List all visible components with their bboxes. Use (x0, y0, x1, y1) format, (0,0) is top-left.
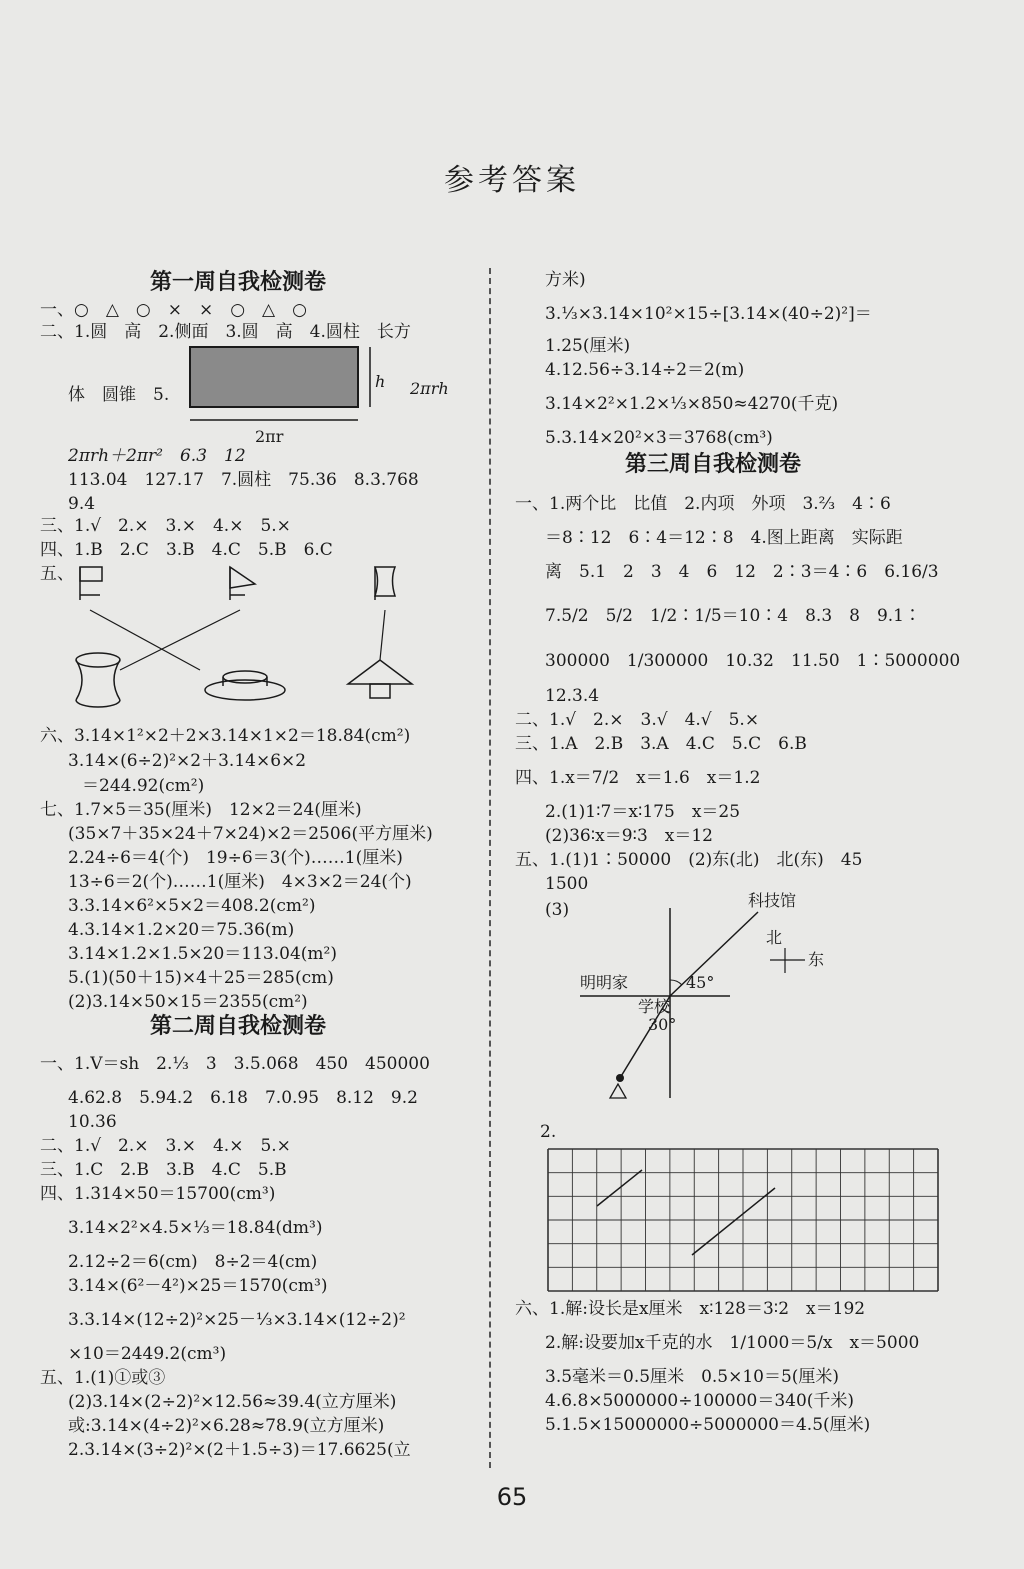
answer-line: ×10＝2449.2(cm³) (68, 1344, 227, 1364)
answer-line: 300000 1/300000 10.32 11.50 1∶5000000 (545, 651, 961, 671)
answer-line: 1500 (545, 874, 589, 894)
answer-line: 一、1.两个比 比值 2.内项 外项 3.⅔ 4∶6 (515, 494, 891, 514)
answer-line: 五、 (40, 564, 74, 584)
answer-line: 3.14×(6²－4²)×25＝1570(cm³) (68, 1276, 328, 1296)
answer-line: ＝8∶12 6∶4＝12∶8 4.图上距离 实际距 (545, 528, 903, 548)
answer-line: 四、1.x＝7/2 x＝1.6 x＝1.2 (515, 768, 761, 788)
cylinder-net-figure (180, 342, 470, 447)
answer-line: 2.12÷2＝6(cm) 8÷2＝4(cm) (68, 1252, 318, 1272)
answer-line: 三、1.C 2.B 3.B 4.C 5.B (40, 1160, 287, 1180)
height-label: h (375, 372, 386, 391)
north-label: 北 (766, 928, 783, 947)
answer-line: 三、1.A 2.B 3.A 4.C 5.C 6.B (515, 734, 807, 754)
angle-30-label: 30° (648, 1015, 677, 1034)
answer-line: 五、1.(1)1∶50000 (2)东(北) 北(东) 45 (515, 850, 863, 870)
grid-figure (547, 1148, 939, 1292)
short-segment (597, 1170, 642, 1206)
answer-line: (3) (545, 900, 570, 920)
answer-line: 一、1.V＝sh 2.⅓ 3 3.5.068 450 450000 (40, 1054, 430, 1074)
answer-line: 3.3.14×6²×5×2＝408.2(cm²) (68, 896, 316, 916)
answer-line: 13÷6＝2(个)……1(厘米) 4×3×2＝24(个) (68, 872, 412, 892)
answer-line: 2.(1)1∶7＝x∶175 x＝25 (545, 802, 741, 822)
width-label: 2πr (255, 427, 284, 446)
answer-line: 5.1.5×15000000÷5000000＝4.5(厘米) (545, 1415, 871, 1435)
answer-line: 2.3.14×(3÷2)²×(2＋1.5÷3)＝17.6625(立 (68, 1440, 411, 1460)
answer-line: 12.3.4 (545, 686, 600, 706)
area-label: 2πrh (410, 379, 449, 398)
answer-line: 3.3.14×(12÷2)²×25－⅓×3.14×(12÷2)² (68, 1310, 406, 1330)
answer-line: 2πrh＋2πr² 6.3 12 (68, 446, 246, 466)
side-rectangle (190, 347, 358, 407)
answer-line: 113.04 127.17 7.圆柱 75.36 8.3.768 (68, 470, 419, 490)
answer-line: 二、1.√ 2.× 3.× 4.× 5.× (40, 1136, 291, 1156)
answer-line: 五、1.(1)①或③ (40, 1368, 166, 1388)
page-title: 参考答案 (444, 163, 580, 198)
answer-line: 10.36 (68, 1112, 117, 1132)
direction-map-figure (570, 888, 870, 1103)
answer-line: 三、1.√ 2.× 3.× 4.× 5.× (40, 516, 291, 536)
east-label: 东 (808, 950, 825, 969)
answer-line: 一、○ △ ○ × × ○ △ ○ (40, 300, 307, 320)
answer-line: 9.4 (68, 494, 96, 514)
hourglass-solid-icon (76, 653, 120, 667)
answer-line: 2.解:设要加x千克的水 1/1000＝5/x x＝5000 (545, 1333, 920, 1353)
answer-line: 3.14×1.2×1.5×20＝113.04(m²) (68, 944, 337, 964)
science-museum-label: 科技馆 (748, 891, 797, 910)
answer-line: 3.5毫米＝0.5厘米 0.5×10＝5(厘米) (545, 1367, 840, 1387)
answer-line: 离 5.1 2 3 4 6 12 2∶3＝4∶6 6.16/3 (545, 562, 939, 582)
matching-figure (70, 562, 430, 712)
answer-line: 4.62.8 5.94.2 6.18 7.0.95 8.12 9.2 (68, 1088, 418, 1108)
answer-line: 3.14×2²×1.2×⅓×850≈4270(千克) (545, 394, 839, 414)
answer-line: 3.⅓×3.14×10²×15÷[3.14×(40÷2)²]＝ (545, 304, 872, 324)
answer-line: (2)36∶x＝9∶3 x＝12 (545, 826, 713, 846)
answer-line: 5.(1)(50＋15)×4＋25＝285(cm) (68, 968, 334, 988)
curved-flag-icon (375, 567, 395, 596)
answer-line: 二、1.√ 2.× 3.√ 4.√ 5.× (515, 710, 760, 730)
answer-line: 4.6.8×5000000÷100000＝340(千米) (545, 1391, 855, 1411)
answer-line: 二、1.圆 高 2.侧面 3.圆 高 4.圆柱 长方 (40, 322, 411, 342)
answer-line: 体 圆锥 5. (68, 385, 170, 405)
answer-line: ＝244.92(cm²) (82, 776, 205, 796)
answer-line: 7.5/2 5/2 1/2∶1/5＝10∶4 8.3 8 9.1∶ (545, 606, 921, 626)
mingming-home-label: 明明家 (580, 973, 629, 992)
angle-45-label: 45° (686, 973, 715, 992)
flag-icon (80, 567, 102, 581)
week3-title: 第三周自我检测卷 (625, 452, 802, 477)
week2-title: 第二周自我检测卷 (150, 1014, 327, 1039)
answer-line: 六、1.解:设长是x厘米 x∶128＝3∶2 x＝192 (515, 1299, 866, 1319)
column-divider (489, 268, 491, 1468)
school-label: 学校 (638, 997, 671, 1016)
answer-line: 方米) (545, 270, 586, 290)
answer-line: 1.25(厘米) (545, 336, 631, 356)
answer-line: 3.14×(6÷2)²×2＋3.14×6×2 (68, 751, 307, 771)
answer-line: 4.12.56÷3.14÷2＝2(m) (545, 360, 745, 380)
answer-line: 六、3.14×1²×2＋2×3.14×1×2＝18.84(cm²) (40, 726, 411, 746)
answer-line: 2.24÷6＝4(个) 19÷6＝3(个)……1(厘米) (68, 848, 403, 868)
answer-line: 或:3.14×(4÷2)²×6.28≈78.9(立方厘米) (68, 1416, 385, 1436)
cone-on-cylinder-icon (348, 660, 412, 684)
destination-triangle-icon (610, 1084, 626, 1098)
triangle-flag-icon (230, 567, 255, 588)
answer-line: (2)3.14×50×15＝2355(cm²) (68, 992, 308, 1012)
answer-line: 四、1.314×50＝15700(cm³) (40, 1184, 276, 1204)
answer-line: (35×7＋35×24＋7×24)×2＝2506(平方厘米) (68, 824, 433, 844)
answer-line: 4.3.14×1.2×20＝75.36(m) (68, 920, 295, 940)
answer-line: 七、1.7×5＝35(厘米) 12×2＝24(厘米) (40, 800, 362, 820)
answer-line: 5.3.14×20²×3＝3768(cm³) (545, 428, 773, 448)
destination-point (616, 1074, 624, 1082)
answer-line: 四、1.B 2.C 3.B 4.C 5.B 6.C (40, 540, 333, 560)
answer-line: 3.14×2²×4.5×⅓＝18.84(dm³) (68, 1218, 323, 1238)
answer-line: 2. (540, 1122, 557, 1142)
page-number: 65 (496, 1483, 528, 1511)
answer-line: (2)3.14×(2÷2)²×12.56≈39.4(立方厘米) (68, 1392, 397, 1412)
week1-title: 第一周自我检测卷 (150, 270, 327, 295)
long-segment (692, 1188, 775, 1255)
